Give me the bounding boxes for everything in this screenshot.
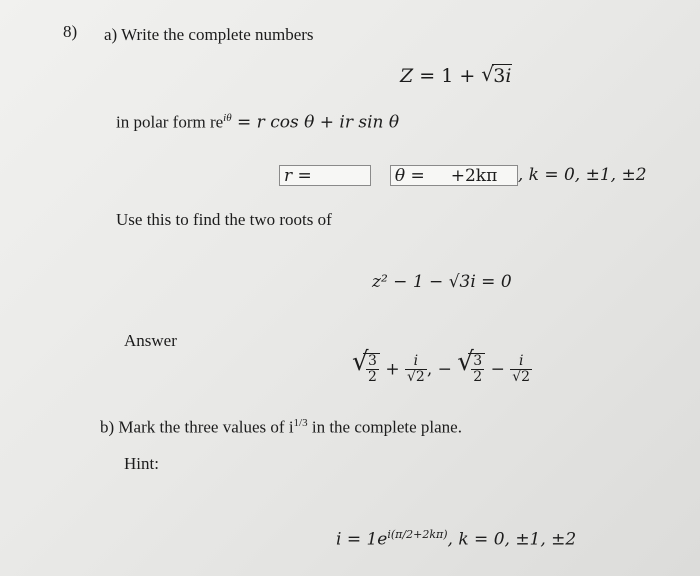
r-input-box[interactable]: r = xyxy=(279,165,371,186)
hint-formula: $i = 1e^{i(\pi/2+2k\pi)}$, k = 0, ±1, ±2 xyxy=(336,528,577,550)
answer-label: Answer xyxy=(124,331,177,350)
problem-number: 8) xyxy=(63,22,78,41)
answer-expression: √ $\frac{3}{2}$ + $\frac{i}{√2}$ , − √ $\frac{3}{2}$ − $\frac{i}{√2}$ xyxy=(352,347,531,386)
polar-form-text: in polar form $re^{i\theta} = r$ cos θ + ir sin θ xyxy=(116,112,400,133)
hint-label: Hint: xyxy=(124,454,159,473)
part-b-heading: b) Mark the three values of $i^{1/3}$ in the complete plane. xyxy=(100,417,462,437)
z-expression: Z = 1 + √ 3i xyxy=(400,62,512,87)
root-equation: z² − 1 − √3i = 0 xyxy=(372,272,512,292)
part-a-heading: a) Write the complete numbers xyxy=(104,25,314,44)
use-this-text: Use this to find the two roots of xyxy=(116,210,332,229)
theta-input-box[interactable]: θ = +2kπ xyxy=(390,165,518,186)
k-values: , k = 0, ±1, ±2 xyxy=(517,165,647,185)
answer-boxes-row xyxy=(279,165,647,186)
